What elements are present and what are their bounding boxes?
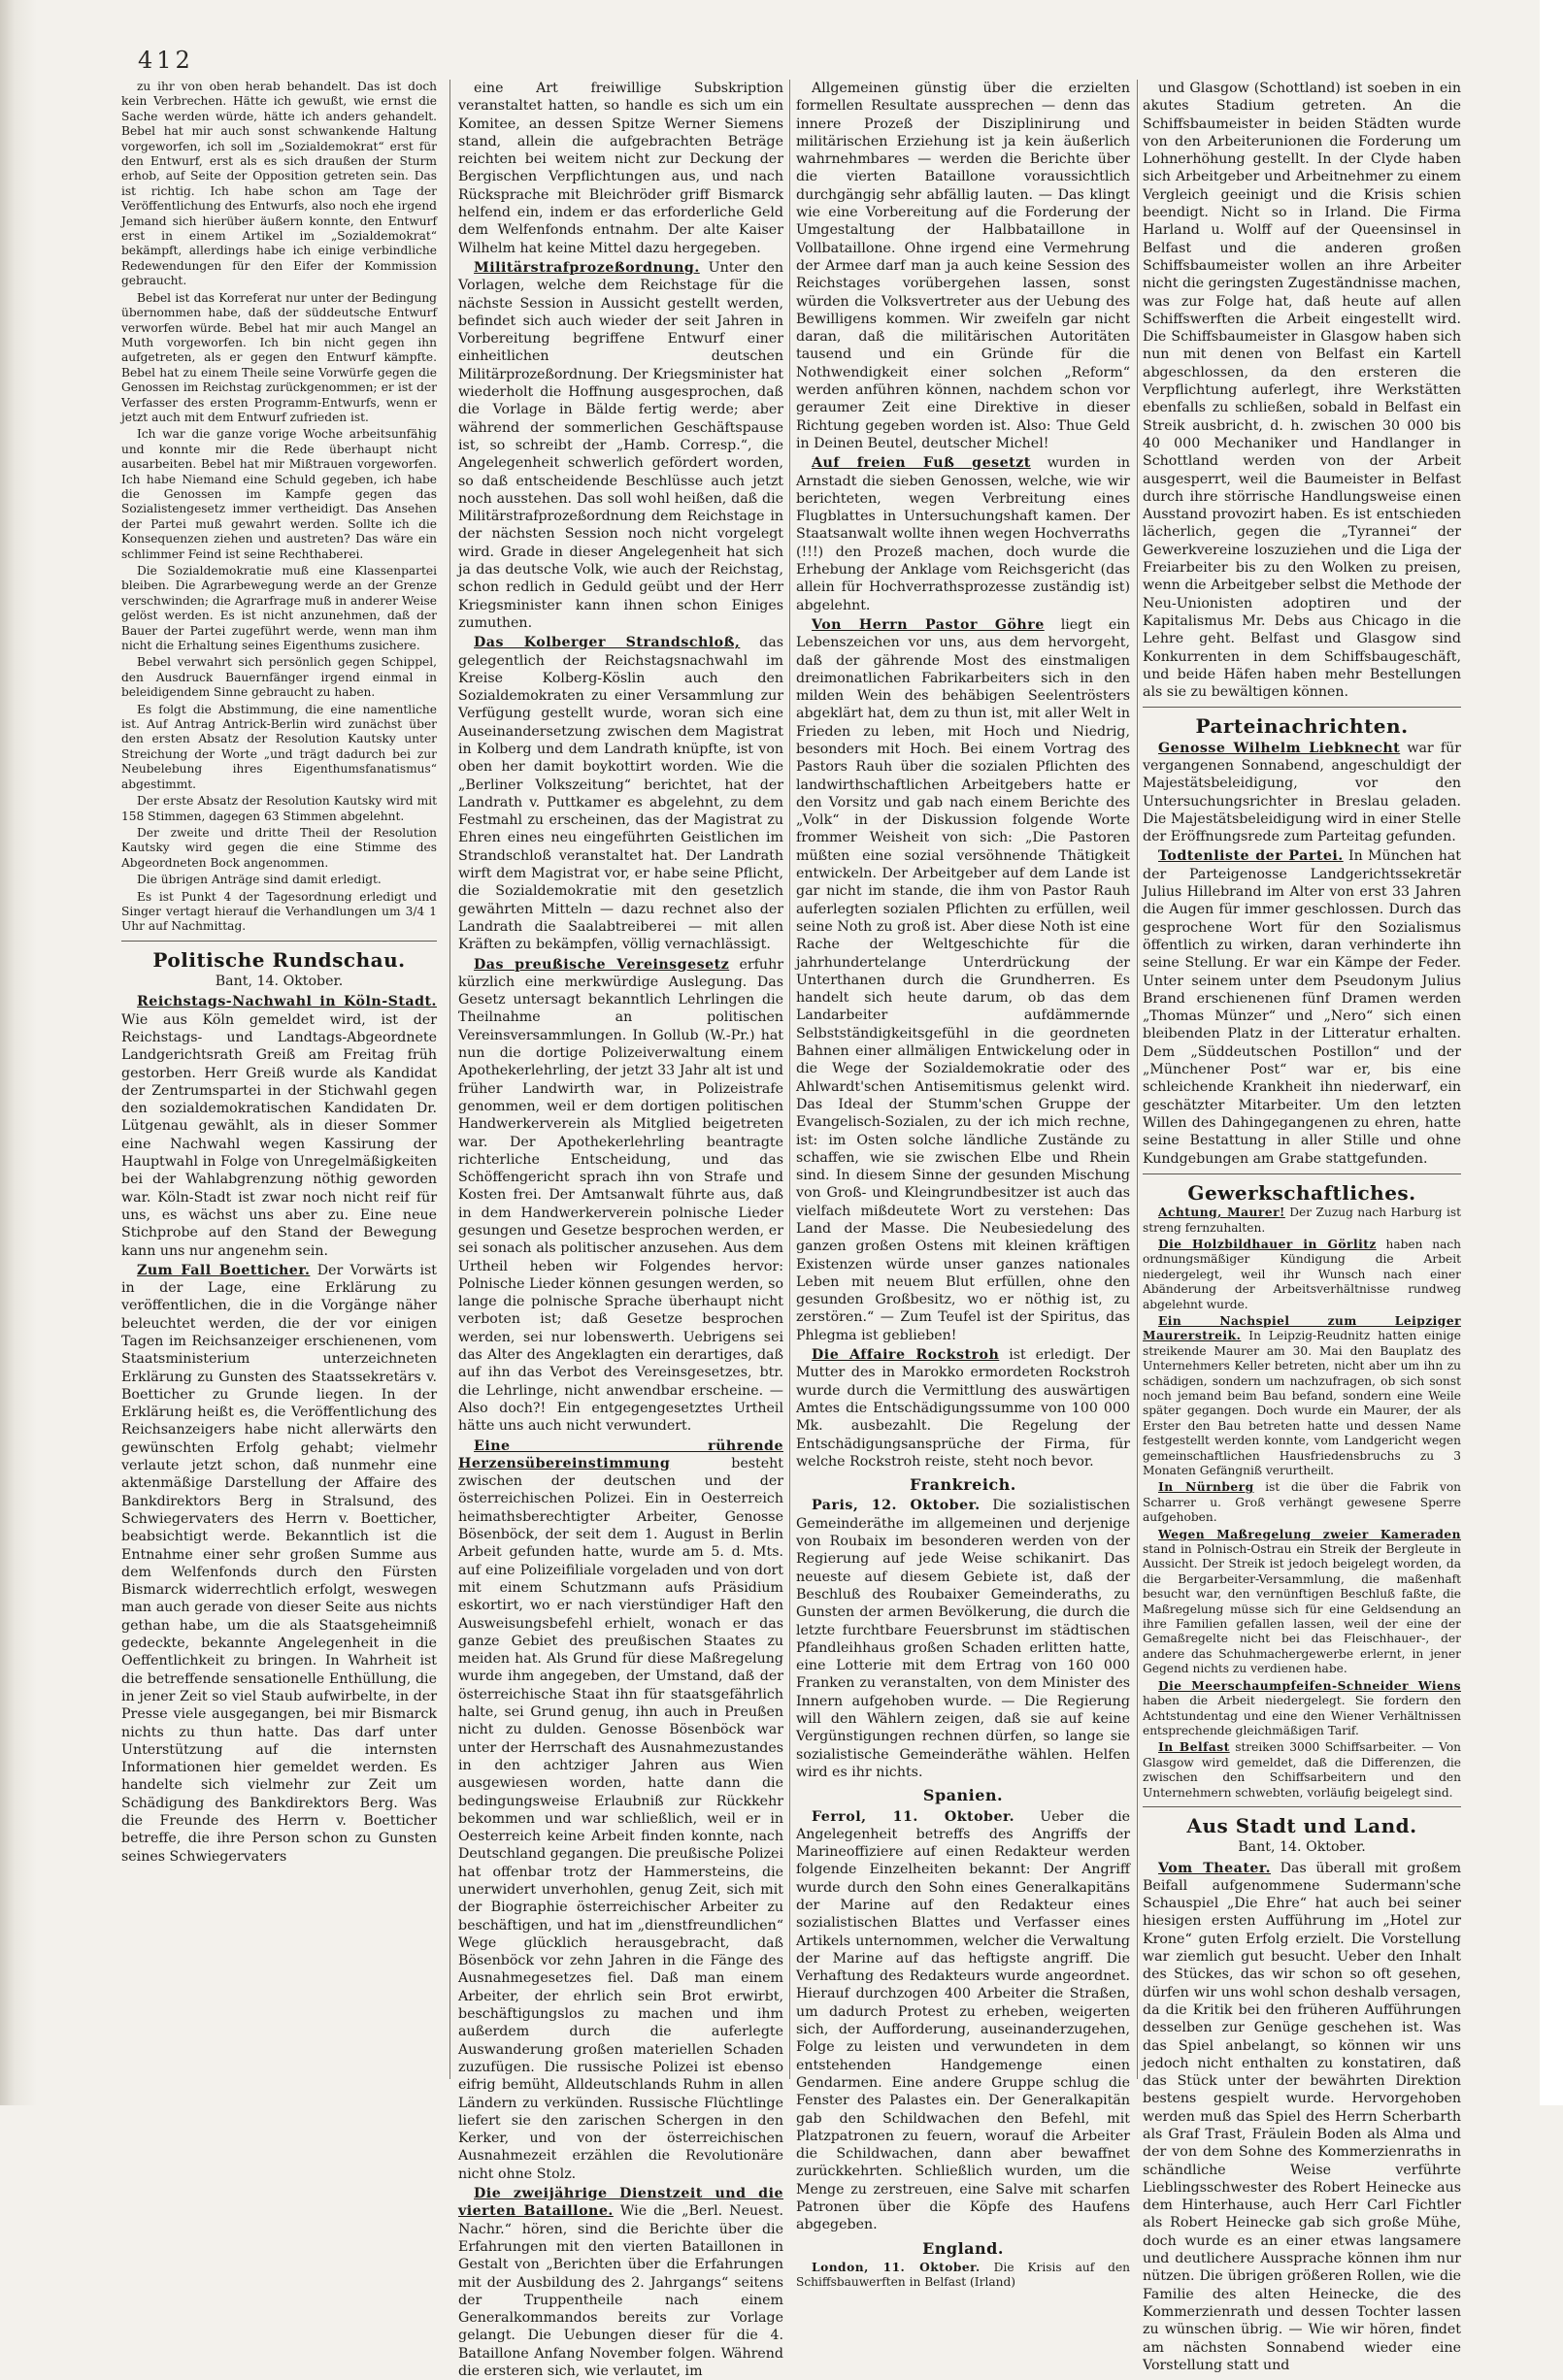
country-heading: Spanien. bbox=[922, 1786, 1004, 1805]
article-paragraph: eine Art freiwillige Subskription veranstaltet hatten, so handle es sich um ein Komitee, an dessen Spitze Werner Siemens stand, allein die aufgebrachten Beträge reichten bei weitem nicht zur Deckung der Bergischen Verpflichtungen aus, und nach Rücksprache mit Bleichröder griff Bismarck helfend ein, indem er das erforderliche Geld dem Welfenfonds entnahm. Der alte Kaiser Wilhelm hat keine Mittel dazu hergegeben. bbox=[458, 81, 783, 256]
section-divider bbox=[1143, 1806, 1461, 1807]
article-paragraph: Der zweite und dritte Theil der Resolution Kautsky wird gegen die eine Stimme des Abgeordneten Bock angenommen. bbox=[121, 825, 437, 870]
article-text: ist die über die Fabrik von Scharrer u. Groß verhängt gewesene Sperre aufgehoben. bbox=[1143, 1480, 1462, 1525]
column-rule bbox=[1137, 80, 1138, 2079]
country-heading: England. bbox=[922, 2238, 1004, 2258]
article-lead: Paris, 12. Oktober. bbox=[812, 1498, 981, 1514]
article-text: haben die Arbeit niedergelegt. Sie fordern den Achtstundentag und eine den Wiener Verhältnissen entsprechende gleichmäßigen Tarif. bbox=[1143, 1694, 1461, 1737]
article-text: wurden in Arnstadt die sieben Genossen, welche, wie wir berichteten, wegen Verbreitung eines Flugblattes in Untersuchungshaft kamen. Der Staatsanwalt wollte ihnen wegen Hochverraths (!!!) den Prozeß machen, doch wurde die Erhebung der Anklage vom Reichsgericht (das allein für Hochverrathsprozesse zuständig ist) abgelehnt. bbox=[796, 455, 1130, 613]
column-1 bbox=[121, 80, 437, 2050]
article-lead: Auf freien Fuß gesetzt bbox=[812, 455, 1031, 472]
article-lead: Die Holzbildhauer in Görlitz bbox=[1158, 1237, 1377, 1251]
section-divider bbox=[1143, 1173, 1461, 1174]
article-text: Wie die „Berl. Neuest. Nachr.“ hören, sind die Berichte über die Erfahrungen mit den vierten Bataillonen in Gestalt von „Berichten über die Erfahrungen mit der Ausbildung des 2. Jahrgangs“ seitens der Truppentheile nach einem Generalkommandos bereits zur Vorlage gelangt. Die Uebungen dieser für die 4. Bataillone Anfang November folgen. Während die ersteren sich, wie verlautet, im bbox=[458, 2203, 784, 2379]
article-text: Wie aus Köln gemeldet wird, ist der Reichstags- und Landtags-Abgeordnete Landgerichtsrath Greiß am Freitag früh gestorben. Herr Greiß wurde als Kandidat der Zentrumspartei in der Stichwahl gegen den sozialdemokratischen Kandidaten Dr. Lütgenau gewählt, als in dieser Sommer eine Nachwahl wegen Kassirung der Hauptwahl in Folge von Unregelmäßigkeiten bei der Wahlabgrenzung nöthig geworden war. Köln-Stadt ist zwar noch nicht reif für uns, es wächst uns aber zu. Eine neue Stichprobe auf den Stand der Bewegung kann uns nur angenehm sein. bbox=[121, 1011, 437, 1259]
page-number: 412 bbox=[138, 47, 194, 74]
article-text: Das überall mit großem Beifall aufgenommene Sudermann'sche Schauspiel „Die Ehre“ hat auch bei seiner hiesigen ersten Aufführung im „Hotel zur Krone“ guten Erfolg erzielt. Die Vorstellung war ziemlich gut besucht. Ueber den Inhalt des Stückes, das wir schon so oft gesehen, dürfen wir uns wohl schon deshalb versagen, da die Kritik bei den früheren Aufführungen desselben zur Genüge geschehen ist. Was das Spiel anbelangt, so können wir uns jedoch nicht enthalten zu konstatiren, daß das Stück unter der bewährten Direktion bestens gespielt wurde. Hervorgehoben werden muß das Spiel des Herrn Scherbarth als Graf Trast, Fräulein Boden als Alma und der von dem Sohne des Kommerzienraths in schändliche Weise verführte Lieblingsschwester des Robert Heinecke aus dem Hinterhause, auch Herr Carl Fichtler als Robert Heinecke gab sich große Mühe, doch wurde es an einer etwas langsamere und deutlichere Aussprache können ihm nur nützen. Die übrigen größeren Rollen, wie die Familie des alten Heinecke, die des Kommerzienrath und dessen Tochter lassen zu wünschen übrig. — Wie wir hören, findet am nächsten Sonnabend wieder eine Vorstellung statt und bbox=[1143, 1860, 1462, 2373]
article-lead: Achtung, Maurer! bbox=[1158, 1206, 1285, 1220]
article-lead: Die Meerschaumpfeifen-Schneider Wiens bbox=[1158, 1678, 1461, 1693]
article-paragraph: und Glasgow (Schottland) ist soeben in ein akutes Stadium getreten. An die Schiffsbaumeister in beiden Städten wurde von den Arbeiterunionen die Forderung um Lohnerhöhung gestellt. In der Clyde haben sich Arbeitgeber und Arbeitnehmer zu einem Vergleich geeinigt und die Krisis schien beendigt. Nicht so in Irland. Die Firma Harland u. Wolff auf der Queensinsel in Belfast und die anderen großen Schiffsbaumeister wollen an ihre Arbeiter nicht die geringsten Zugeständnisse machen, was zur Folge hat, daß heute auf allen Schiffswerften die Arbeit eingestellt wird. Die Schiffsbaumeister in Glasgow haben sich nun mit denen von Belfast ein Kartell abgeschlossen, da den ersteren die Verpflichtung auferlegt, ihre Werkstätten ebenfalls zu schließen, sobald in Belfast ein Streik ausbricht, d. h. zwischen 30 000 bis 40 000 Mechaniker und Handlanger in Schottland werden von der Arbeit ausgesperrt, weil die Baumeister in Belfast durch ihre störrische Handlungsweise einen Ausstand provozirt haben. Es ist entschieden lächerlich, gegen die „Tyrannei“ der Gewerkvereine loszuziehen und die Liga der Freiarbeiter bis zu den Wolken zu preisen, wenn die Arbeitgeber selbst die Methode der Neu-Unionisten adoptiren und der Kapitalismus Mr. Debs aus Chicago in die Lehre geht. Belfast und Glasgow sind Konkurrenten in dem Schiffsbaugeschäft, und beide Häfen haben mehr Bestellungen als sie zu bewältigen können. bbox=[1143, 81, 1461, 701]
section-title: Aus Stadt und Land. bbox=[1186, 1813, 1417, 1837]
article-paragraph: Die übrigen Anträge sind damit erledigt. bbox=[137, 873, 382, 887]
article-lead: Das Kolberger Strandschloß, bbox=[474, 635, 741, 651]
article-text: Die Krisis auf den Schiffsbauwerften in Belfast (Irland) bbox=[796, 2260, 1131, 2290]
dateline: Bant, 14. Oktober. bbox=[1238, 1839, 1366, 1856]
article-text: war für vergangenen Sonnabend, angeschuldigt der Majestätsbeleidigung, vor den Untersuchungsrichter in Breslau geladen. Die Majestätsbeleidigung wird in einer Stelle der Eröffnungsrede zum Parteitag gefunden. bbox=[1143, 740, 1461, 845]
section-divider bbox=[1143, 707, 1461, 708]
article-lead: Genosse Wilhelm Liebknecht bbox=[1158, 740, 1401, 756]
article-text: stand in Polnisch-Ostrau ein Streik der Bergleute in Aussicht. Der Streik ist jedoch beigelegt worden, da die Bergarbeiter-Versammlung, die maßenhaft besucht war, den vernünftigen Beschluß faßte, die Maßregelung müsse sich für eine Geldsendung an ihre Familien gefallen lassen, weil der eine der Gemaßregelte nicht bei das Fleischhauer-, der andere das Schuhmachergewerbe erlernt, in jener Gegend nichts zu verdienen habe. bbox=[1143, 1542, 1461, 1676]
section-divider bbox=[121, 941, 437, 942]
country-heading: Frankreich. bbox=[910, 1475, 1016, 1495]
article-paragraph: Die Sozialdemokratie muß eine Klassenpartei bleiben. Die Agrarbewegung werde an der Grenze verschwinden; die Agrarfrage muß in anderer Weise gelöst werden. Es ist nicht anzunehmen, daß der Bauer der Partei zugeführt werde, wenn man ihm nicht die Erhaltung seines Eigenthums zusichere. bbox=[121, 564, 437, 653]
column-4 bbox=[1143, 80, 1462, 2373]
article-paragraph: Allgemeinen günstig über die erzielten formellen Resultate aussprechen — denn das innere Prozeß der Disziplinirung und militärischen Erziehung ist ja kein äußerlich wahrnehmbares — werden die Berichte über die vierten Bataillone voraussichtlich durchgängig sehr abfällig lauten. — Das klingt wie eine Vorbereitung auf die Forderung der Umgestaltung der Halbbataillone in Vollbataillone. Ohne irgend eine Vermehrung der Armee darf man ja auch keine Session des Reichstages vorübergehen lassen, sonst würden die Volksvertreter aus der Uebung des Bewilligens kommen. Wir zweifeln gar nicht daran, daß die militärischen Autoritäten tausend und ein Gründe für die Nothwendigkeit einer solchen „Reform“ werden anführen können, nachdem schon vor geraumer Zeit eine Direktive in dieser Richtung gegeben worden ist. Also: Thue Geld in Deinen Beutel, deutscher Michel! bbox=[796, 81, 1130, 451]
article-text: Die sozialistischen Gemeinderäthe im allgemeinen und derjenige von Roubaix im besonderen werden von der Regierung auf jede Weise schikanirt. Das neueste auf diesem Gebiete ist, daß der Beschluß des Roubaixer Gemeinderaths, zu Gunsten der armen Bevölkerung, die durch die letzte furchtbare Feuersbrunst im städtischen Pfandleihhaus großen Schaden erlitten hatte, eine Lotterie mit dem Ertrag von 160 000 Franken zu veranstalten, von dem Minister des Innern aufgehoben wurde. — Die Regierung will den Wählern zeigen, daß sie auf keine Vergünstigungen rechnen dürfen, so lange sie sozialistische Gemeinderäthe wählen. Helfen wird es ihr nichts. bbox=[796, 1498, 1130, 1780]
article-text: In Leipzig-Reudnitz hatten einige streikende Maurer am 30. Mai den Bauplatz des Unternehmers Keller betreten, nicht aber um ihn zu schädigen, sondern um nachzufragen, ob sich sonst noch jemand beim Bau befand, sondern eine Weile später gegangen. Doch wurde ein Maurer, der als Erster den Bau betreten hatte und dessen Name festgestellt werden konnte, vom Landgericht wegen gemeinschaftlichen Hausfriedensbruchs zu 3 Monaten Gefängniß verurtheilt. bbox=[1143, 1329, 1461, 1478]
article-lead: London, 11. Oktober. bbox=[812, 2260, 981, 2274]
article-lead: In Nürnberg bbox=[1158, 1480, 1254, 1495]
article-text: das gelegentlich der Reichstagsnachwahl im Kreise Kolberg-Köslin auch den Sozialdemokraten zu einer Versammlung zur Verfügung gestellt wurde, woran sich eine Auseinandersetzung zwischen dem Magistrat in Kolberg und dem Landrath knüpfte, ist von oben her damit boykottirt worden. Wie die „Berliner Volkszeitung“ berichtet, hat der Landrath v. Puttkamer es abgelehnt, zu dem Festmahl zu erscheinen, das der Magistrat zu Ehren eines neu eingeführten Geistlichen im Strandschloß veranstaltet hat. Der Landrath wirft dem Magistrat vor, er habe seine Pflicht, die Sozialdemokratie mit den gesetzlich gewährten Mitteln — dazu rechnet also der Landrath die Saalabtreiberei — mit allen Kräften zu bekämpfen, völlig vernachlässigt. bbox=[458, 635, 783, 953]
article-paragraph: Es folgt die Abstimmung, die eine namentliche ist. Auf Antrag Antrick-Berlin wird zunächst über den ersten Absatz der Resolution Kautsky unter Streichung der Worte „und trägt dadurch bei zur Neubelebung ihres Eigenthumsfanatismus“ abgestimmt. bbox=[121, 702, 437, 791]
article-text: ist erledigt. Der Mutter des in Marokko ermordeten Rockstroh wurde durch die Vermittlung des auswärtigen Amtes die Entschädigungssumme von 100 000 Mk. ausbezahlt. Die Regelung der Entschädigungsansprüche der Firma, für welche Rockstroh reiste, steht noch bevor. bbox=[796, 1347, 1130, 1470]
article-paragraph: Bebel ist das Korreferat nur unter der Bedingung übernommen habe, daß der süddeutsche Entwurf verworfen würde. Bebel hat mir auch Mangel an Muth vorgeworfen. Ich bin nicht gegen ihn aufgetreten, als er gegen den Entwurf kämpfte. Bebel hat zu einem Theile seine Vorwürfe gegen die Genossen im Reichstag zurückgenommen; er ist der Verfasser des ersten Programm-Entwurfs, wenn er jetzt auch mit dem Entwurf zufrieden ist. bbox=[121, 290, 437, 424]
article-text: erfuhr kürzlich eine merkwürdige Auslegung. Das Gesetz untersagt bekanntlich Lehrlingen die Theilnahme an politischen Vereinsversammlungen. In Gollub (W.-Pr.) hat nun die dortige Polizeiverwaltung einem Apothekerlehrling, der jetzt 33 Jahr alt ist und früher Landwirth war, in Polizeistrafe genommen, weil er dem dortigen politischen Handwerkerverein als Mitglied beigetreten war. Der Apothekerlehrling beantragte richterliche Entscheidung, und das Schöffengericht sprach ihn von Strafe und Kosten frei. Der Amtsanwalt führte aus, daß in dem Handwerkerverein polnische Lieder gesungen und Gesetze besprochen werden, er sei sonach als politischer anzusehen. Aus dem Urtheil heben wir Folgendes hervor: Polnische Lieder können gesungen werden, so lange die polnische Sprache überhaupt nicht verboten ist; daß Gesetze besprochen werden, sei nur lobenswerth. Uebrigens sei das Alter des Angeklagten ein derartiges, daß auf ihn das Verbot des Vereinsgesetzes, btr. die Lehrlinge, nicht anwendbar erscheine. — Also doch?! Ein entgegengesetztes Urtheil hätte uns auch nicht verwundert. bbox=[458, 956, 783, 1435]
section-title: Politische Rundschau. bbox=[152, 947, 406, 972]
article-text: Ueber die Angelegenheit betreffs des Angriffs der Marineoffiziere auf einen Redakteur werden folgende Einzelheiten bekannt: Der Angriff wurde durch den Sohn eines Generalkapitäns der Marine auf den Redakteur eines sozialistischen Blattes und Verfasser eines Artikels unternommen, welcher die Verwaltung der Marine auf das heftigste angriff. Die Verhaftung des Redakteurs wurde angeordnet. Hierauf durchzogen 400 Arbeiter die Straßen, um dadurch Protest zu erheben, weigerten sich, der Aufforderung, auseinanderzugehen, Folge zu leisten und verwundeten in dem entstehenden Handgemenge einen Gendarmen. Eine andere Gruppe schlug die Fenster des Palastes ein. Der Generalkapitän gab den Schildwachen den Befehl, mit Platzpatronen zu feuern, worauf die Arbeiter die Schildwachen, dann aber bewaffnet zurückkehrten. Schließlich wurden, um die Menge zu zerstreuen, eine Salve mit scharfen Patronen über die Köpfe des Haufens abgegeben. bbox=[796, 1808, 1131, 2233]
page-binding-shadow bbox=[0, 0, 37, 2105]
article-lead: Wegen Maßregelung zweier Kameraden bbox=[1158, 1527, 1461, 1541]
article-text: haben nach ordnungsmäßiger Kündigung die Arbeit niedergelegt, weil ihr Wunsch nach einer Abänderung der Arbeitsverhältnisse rundweg abgelehnt wurde. bbox=[1143, 1237, 1462, 1311]
article-paragraph: Der erste Absatz der Resolution Kautsky wird mit 158 Stimmen, dagegen 63 Stimmen abgelehnt. bbox=[121, 794, 437, 823]
article-text: besteht zwischen der deutschen und der österreichischen Polizei. Ein in Oesterreich heimathsberechtigter Arbeiter, Genosse Bösenböck, der seit dem 1. August in Berlin Arbeit gefunden hatte, wurde am 5. d. Mts. auf eine Polizeifiliale vorgeladen und von dort mit einem Schutzmann aufs Präsidium eskortirt, wo er nach vierstündiger Haft den Ausweisungsbefehl erhielt, wonach er das ganze Gebiet des preußischen Staates zu meiden hat. Als Grund für diese Maßregelung wurde ihm angegeben, der Umstand, daß der österreichische Staat ihn für staatsgefährlich halte, sei Grund genug, ihn auch in Preußen nicht zu dulden. Genosse Bösenböck war unter der Herrschaft des Ausnahmezustandes in den achtziger Jahren aus Wien ausgewiesen worden, hatte dann die bedingungsweise Erlaubniß zur Rückkehr bekommen und war schließlich, weil er in Oesterreich keine Arbeit finden konnte, nach Deutschland gegangen. Die preußische Polizei hat offenbar trotz der Hammersteins, die unerwidert unverhohlen, genug Zeit, sich mit der Biographie österreichischer Arbeiter zu beschäftigen, und hat im „dienstfreundlichen“ Wege glücklich herausgebracht, daß Bösenböck vor zehn Jahren in die Fänge des Ausnahmegesetzes fiel. Daß man einem Arbeiter, der ehrlich sein Brot erwirbt, beschäftigungslos zu machen und ihm außerdem durch die auferlegte Auswanderung großen materiellen Schaden zuzufügen. Die russische Polizei ist ebenso eifrig bemüht, Alldeutschlands Ruhm in allen Ländern zu verkünden. Russische Flüchtlinge liefert sie den zarischen Schergen in den Kerker, und von der österreichischen Ausnahmezeit erzählen die Revolutionäre nicht ohne Stolz. bbox=[458, 1455, 783, 2182]
article-lead: Todtenliste der Partei. bbox=[1158, 848, 1344, 865]
article-text: streiken 3000 Schiffsarbeiter. — Von Glasgow wird gemeldet, daß die Differenzen, die zwischen den Schiffsarbeitern und den Unternehmern schwebten, vorläufig beigelegt sind. bbox=[1143, 1740, 1462, 1800]
article-lead: Eine rührende Herzensübereinstimmung bbox=[458, 1438, 783, 1471]
scan-margin bbox=[1540, 0, 1563, 2105]
article-lead: Die zweijährige Dienstzeit und die vierten Bataillone. bbox=[458, 2186, 783, 2220]
section-title: Parteinachrichten. bbox=[1195, 714, 1409, 739]
article-paragraph: Es ist Punkt 4 der Tagesordnung erledigt und Singer vertagt hierauf die Verhandlungen um 3/4 1 Uhr auf Nachmittag. bbox=[121, 889, 437, 934]
article-paragraph: Ich war die ganze vorige Woche arbeitsunfähig und konnte mir die Rede überhaupt nicht ausarbeiten. Bebel hat mir Mißtrauen vorgeworfen. Ich habe Niemand eine Schuld gegeben, ich habe die Genossen im Kampfe gegen das Sozialistengesetz immer vertheidigt. Das Ansehen der Partei muß gewahrt werden. Sollte ich die Konsequenzen ziehen und austreten? Das wäre ein schlimmer Feind ist seine Rechthaberei. bbox=[121, 427, 437, 561]
column-rule bbox=[789, 80, 790, 2079]
article-lead: Vom Theater. bbox=[1158, 1860, 1272, 1876]
article-lead: Von Herrn Pastor Göhre bbox=[812, 616, 1045, 633]
article-text: In München hat der Parteigenosse Landgerichtssekretär Julius Hillebrand im Alter von erst 33 Jahren die Augen für immer geschlossen. Durch das gesprochene Wort für den Sozialismus öffentlich zu wirken, daran verhinderte ihn seine Stellung. Er war ein Kämpe der Feder. Unter seinem unter dem Pseudonym Julius Brand erschienenen fünf Dramen werden „Thomas Münzer“ und „Nero“ sich einen bleibenden Platz in der Litteratur erhalten. Dem „Süddeutschen Postillon“ und der „Münchener Post“ war er, bis eine schleichende Krankheit ihn niederwarf, ein geschätzter Mitarbeiter. Um den letzten Willen des Dahingegangenen zu ehren, hatte seine Bestattung in aller Stille und ohne Kundgebungen am Grabe stattgefunden. bbox=[1143, 848, 1462, 1167]
article-lead: Zum Fall Boetticher. bbox=[137, 1262, 311, 1278]
column-2 bbox=[458, 80, 784, 2379]
article-lead: Das preußische Vereinsgesetz bbox=[474, 956, 730, 973]
article-text: liegt ein Lebenszeichen vor uns, aus dem hervorgeht, daß der gährende Most des einstmaligen dreimonatlichen Fabrikarbeiters sich in den milden Wein des behäbigen Seelentrösters abgeklärt hat, dem zu thun ist, mit aller Welt in Frieden zu leben, mit Hoch und Niedrig, besonders mit Hoch. Bei einem Vortrag des Pastors Rauh über die sozialen Pflichten des landwirthschaftlichen Arbeitgebers hatte er den Vorsitz und gab nach einem Berichte des „Volk“ in der Diskussion folgende Worte frommer Weisheit von sich: „Die Pastoren müßten eine sozial versöhnende Thätigkeit entwickeln. Der Arbeitgeber auf dem Lande ist gar nicht im stande, die ihm von Pastor Rauh auferlegten sozialen Pflichten zu erfüllen, weil seine Noth zu groß ist. Aber diese Noth ist eine Rache der Weltgeschichte für die jahrhundertelange Unterdrückung der Unterthanen durch die Grundherren. Es handelt sich heute darum, ob das dem Landarbeiter aufdämmernde Selbstständigkeitsgefühl in die geordneten Bahnen einer allmäligen Entwickelung oder in die Wege der Sozialdemokratie oder des Ahlwardt'schen Antisemitismus gelenkt wird. Das Ideal der Stumm'schen Gruppe der Evangelisch-Sozialen, zu der ich mich rechne, ist: im Osten solche ländliche Zustände zu schaffen, wie sie zwischen Elbe und Rhein sind. In diesem Sinne der gesunden Mischung von Groß- und Kleingrundbesitzer ist auch das vielfach mißdeutete Wort zu verstehen: Das Land der Masse. Die Neubesiedelung des ganzen großen Ostens mit kleinen kräftigen Existenzen würde unser ganzes nationales Leben mit neuem Blut erfüllen, ohne den gesunden Großbesitz, wo er nöthig ist, zu zerstören.“ — Zum Teufel ist der Spiritus, das Phlegma ist geblieben! bbox=[796, 616, 1130, 1343]
article-text: Unter den Vorlagen, welche dem Reichstage für die nächste Session in Aussicht gestellt werden, befindet sich auch wieder der seit Jahren in Vorbereitung begriffene Entwurf einer einheitlichen deutschen Militärprozeßordnung. Der Kriegsminister hat wiederholt die Hoffnung ausgesprochen, daß die Vorlage in Bälde fertig werde; aber während der sommerlichen Geschäftspause ist, so schreibt der „Hamb. Corresp.“, die Angelegenheit schwerlich gefördert worden, so daß entscheidende Beschlüsse auch jetzt noch ausstehen. Das soll wohl heißen, daß die Militärstrafprozeßordnung dem Reichstage in der nächsten Session noch nicht vorgelegt wird. Grade in dieser Angelegenheit hat sich ja das deutsche Volk, wie auch der Reichstag, schon redlich in Geduld geübt und der Herr Kriegsminister kann ihnen schon Einiges zumuthen. bbox=[458, 259, 783, 631]
article-lead: Ein Nachspiel zum Leipziger Maurerstreik. bbox=[1143, 1313, 1461, 1343]
article-lead: Ferrol, 11. Oktober. bbox=[812, 1808, 1015, 1825]
article-text: Der Vorwärts ist in der Lage, eine Erklärung zu veröffentlichen, die in die Vorgänge näher beleuchtet werden, die der vor einigen Tagen im Reichsanzeiger erschienenen, vom Staatsministerium unterzeichneten Erklärung zu Gunsten des Staatssekretärs v. Boetticher zu Grunde liegen. In der Erklärung heißt es, die Veröffentlichung des Reichsanzeigers habe nicht allerwärts den gewünschten Erfolg gehabt; vielmehr verlaute jetzt schon, daß nunmehr eine aktenmäßige Darstellung der Affaire des Bankdirektors Berg in Stralsund, des Schwiegervaters des Herrn v. Boetticher, beabsichtigt werde. Bekanntlich ist die Entnahme einer sehr großen Summe aus dem Welfenfonds durch den Fürsten Bismarck widerrechtlich erfolgt, weswegen man auch gerade von dieser Seite aus nichts gethan habe, um die als Staatsgeheimniß gedeckte, bekannte Angelegenheit in die Oeffentlichkeit zu bringen. In Wahrheit ist die betreffende sensationelle Enthüllung, die in jener Zeit so viel Staub aufwirbelte, in der Presse viele ausgegangen, bei mir Bismarck nichts zu thun hatte. Das darf unter Unterstützung auf die internsten Informationen hier gemeldet werden. Es handelte sich vielmehr zur Zeit um Schädigung des Bankdirektors Berg. Was die Freunde des Herrn v. Boetticher betreffe, die ihre Person schon zu Gunsten seines Schwiegervaters bbox=[121, 1262, 437, 1865]
article-lead: Die Affaire Rockstroh bbox=[812, 1347, 1000, 1364]
article-lead: In Belfast bbox=[1158, 1740, 1230, 1755]
dateline: Bant, 14. Oktober. bbox=[215, 974, 344, 990]
article-lead: Militärstrafprozeßordnung. bbox=[474, 259, 700, 276]
article-text: Der Zuzug nach Harburg ist streng fernzuhalten. bbox=[1143, 1206, 1461, 1235]
article-paragraph: Bebel verwahrt sich persönlich gegen Schippel, den Ausdruck Bauernfänger irgend einmal in beleidigendem Sinne gebraucht zu haben. bbox=[121, 655, 437, 700]
column-rule bbox=[449, 80, 450, 2079]
article-paragraph: zu ihr von oben herab behandelt. Das ist doch kein Verbrechen. Hätte ich gewußt, wie ernst die Sache werden würde, hätte ich anders gehandelt. Bebel hat mir auch sonst schwankende Haltung vorgeworfen, ich soll im „Sozialdemokrat“ erst für den Entwurf, erst als es sich draußen der Sturm erhob, auf Seite der Opposition getreten sein. Das ist richtig. Ich habe schon am Tage der Veröffentlichung des Entwurfs, also noch ehe irgend Jemand sich hierüber äußern konnte, den Entwurf erst in einem Artikel im „Sozialdemokrat“ bekämpft, allerdings habe ich einige verbindliche Redewendungen für den Eifer der Kommission gebraucht. bbox=[121, 80, 437, 288]
article-lead: Reichstags-Nachwahl in Köln-Stadt. bbox=[137, 994, 437, 1010]
column-3 bbox=[796, 80, 1131, 2290]
section-title: Gewerkschaftliches. bbox=[1187, 1180, 1416, 1205]
